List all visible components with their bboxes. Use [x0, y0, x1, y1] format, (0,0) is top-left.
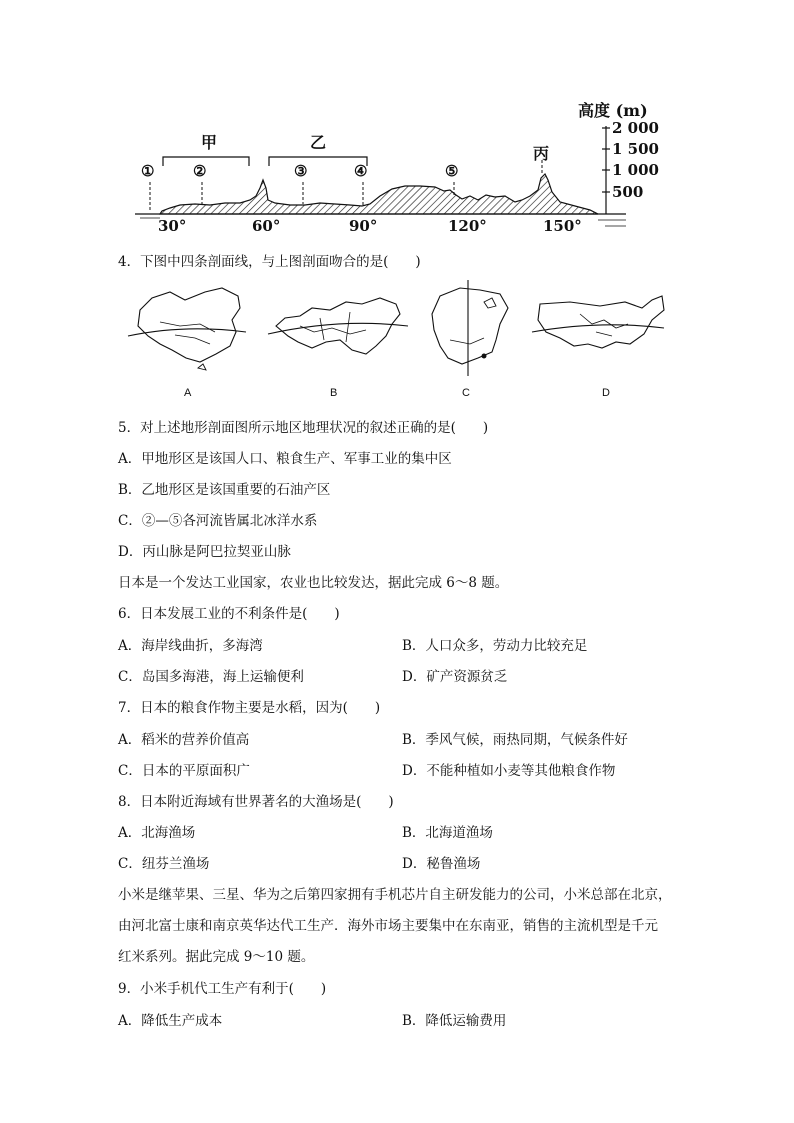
question-5-option-a: A．甲地形区是该国人口、粮食生产、军事工业的集中区 — [118, 451, 452, 467]
bracket-yi — [269, 157, 367, 166]
question-6-option-b: B．人口众多，劳动力比较充足 — [402, 638, 588, 654]
region-bing: 丙 — [533, 144, 550, 163]
xiaomi-intro-line-3: 红米系列。据此完成 9～10 题。 — [118, 949, 315, 965]
region-yi: 乙 — [310, 133, 327, 152]
height-tick-2000: 2 000 — [612, 119, 659, 137]
question-5-option-d: D．丙山脉是阿巴拉契亚山脉 — [118, 544, 291, 560]
marker-1: ① — [141, 162, 155, 180]
map-d-usa-outline — [532, 296, 664, 348]
longitude-30: 30° — [158, 217, 187, 235]
height-tick-1000: 1 000 — [612, 161, 659, 179]
question-9-option-a: A．降低生产成本 — [118, 1013, 223, 1029]
question-7-option-b: B．季风气候，雨热同期，气候条件好 — [402, 732, 628, 748]
terrain-profile-figure — [0, 0, 794, 240]
question-8-option-b: B．北海道渔场 — [402, 825, 493, 841]
map-caption-b: B — [330, 387, 338, 399]
question-7-option-d: D．不能种植如小麦等其他粮食作物 — [402, 763, 616, 779]
question-7-stem: 7．日本的粮食作物主要是水稻，因为( ) — [118, 700, 381, 716]
map-caption-c: C — [462, 387, 470, 399]
question-5-stem: 5．对上述地形剖面图所示地区地理状况的叙述正确的是( ) — [118, 420, 489, 436]
question-6-option-c: C．岛国多海港，海上运输便利 — [118, 669, 304, 685]
question-6-stem: 6．日本发展工业的不利条件是( ) — [118, 606, 340, 622]
map-caption-a: A — [184, 387, 192, 399]
height-tick-1500: 1 500 — [612, 140, 659, 158]
marker-4: ④ — [354, 162, 368, 180]
longitude-60: 60° — [252, 217, 281, 235]
question-8-option-a: A．北海渔场 — [118, 825, 196, 841]
xiaomi-intro-line-2: 由河北富士康和南京英华达代工生产．海外市场主要集中在东南亚，销售的主流机型是千元 — [118, 918, 658, 934]
question-8-option-d: D．秘鲁渔场 — [402, 856, 481, 872]
question-8-stem: 8．日本附近海域有世界著名的大渔场是( ) — [118, 794, 394, 810]
question-6-option-a: A．海岸线曲折，多海湾 — [118, 638, 263, 654]
question-9-option-b: B．降低运输费用 — [402, 1013, 507, 1029]
japan-intro: 日本是一个发达工业国家，农业也比较发达，据此完成 6～8 题。 — [118, 575, 509, 591]
question-5-option-c: C．②—⑤各河流皆属北冰洋水系 — [118, 513, 318, 529]
question-5-option-b: B．乙地形区是该国重要的石油产区 — [118, 482, 331, 498]
marker-2: ② — [193, 162, 207, 180]
height-unit-label: 高度 (m) — [578, 101, 648, 120]
question-4-stem: 4．下图中四条剖面线，与上图剖面吻合的是( ) — [118, 254, 421, 270]
map-b-russia-outline — [268, 298, 408, 354]
marker-3: ③ — [294, 162, 308, 180]
longitude-150: 150° — [543, 217, 582, 235]
longitude-120: 120° — [448, 217, 487, 235]
map-caption-d: D — [602, 387, 610, 399]
height-tick-500: 500 — [612, 183, 644, 201]
question-6-option-d: D．矿产资源贫乏 — [402, 669, 508, 685]
question-7-option-c: C．日本的平原面积广 — [118, 763, 250, 779]
terrain-profile — [160, 174, 598, 214]
question-7-option-a: A．稻米的营养价值高 — [118, 732, 250, 748]
marker-5: ⑤ — [445, 162, 459, 180]
region-jia: 甲 — [201, 133, 218, 152]
country-maps-figure — [0, 280, 794, 380]
map-a-china-outline — [128, 288, 246, 370]
longitude-90: 90° — [349, 217, 378, 235]
xiaomi-intro-line-1: 小米是继苹果、三星、华为之后第四家拥有手机芯片自主研发能力的公司，小米总部在北京， — [118, 887, 672, 903]
question-9-stem: 9．小米手机代工生产有利于( ) — [118, 981, 327, 997]
question-8-option-c: C．纽芬兰渔场 — [118, 856, 210, 872]
map-c-outline — [432, 280, 508, 376]
